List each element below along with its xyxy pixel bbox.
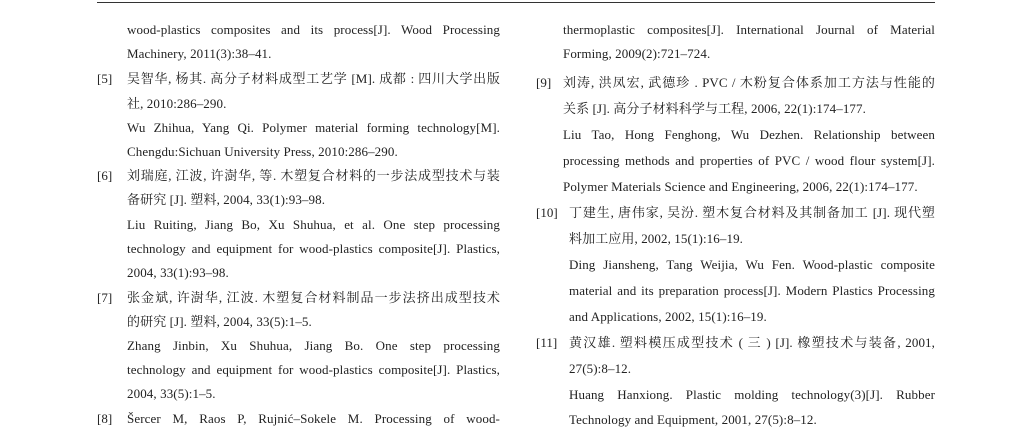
reference-line-en: Zhang Jinbin, Xu Shuhua, Jiang Bo. One step processing	[127, 338, 500, 353]
reference-line: Machinery, 2011(3):38–41.	[127, 46, 272, 61]
reference-line-zh: 黄汉雄. 塑料模压成型技术 ( 三 ) [J]. 橡塑技术与装备, 2001,	[569, 335, 935, 350]
reference-line: wood-plastics composites and its process[J]. Wood Processing	[127, 22, 500, 37]
reference-line-en: Liu Ruiting, Jiang Bo, Xu Shuhua, et al. One step processing	[127, 217, 500, 232]
reference-line-zh: 27(5):8–12.	[569, 361, 632, 376]
reference-line-zh: 丁建生, 唐伟家, 吴汾. 塑木复合材料及其制备加工 [J]. 现代塑	[569, 205, 935, 220]
reference-line-en: Huang Hanxiong. Plastic molding technology(3)[J]. Rubber	[569, 387, 935, 402]
reference-line-en: technology and equipment for wood-plastics composite[J]. Plastics,	[127, 241, 500, 256]
reference-line-en: Wu Zhihua, Yang Qi. Polymer material forming technology[M].	[127, 120, 500, 135]
reference-line-en: Liu Tao, Hong Fenghong, Wu Dezhen. Relationship between	[563, 127, 935, 142]
reference-line-en: Chengdu:Sichuan University Press, 2010:286–290.	[127, 144, 398, 159]
top-rule	[97, 2, 935, 3]
reference-line-zh: 张金斌, 许澍华, 江波. 木塑复合材料制品一步法挤出成型技术	[127, 290, 500, 305]
reference-line-zh: 料加工应用, 2002, 15(1):16–19.	[569, 231, 744, 246]
reference-line-en: Polymer Materials Science and Engineering, 2006, 22(1):174–177.	[563, 179, 918, 194]
reference-line-en: processing methods and properties of PVC / wood flour system[J].	[563, 153, 935, 168]
reference-line-en: 2004, 33(5):1–5.	[127, 386, 216, 401]
reference-line-en: and Applications, 2002, 15(1):16–19.	[569, 309, 767, 324]
reference-line-zh: 关系 [J]. 高分子材料科学与工程, 2006, 22(1):174–177.	[563, 101, 866, 116]
reference-line-en: Šercer M, Raos P, Rujnić–Sokele M. Processing of wood-	[127, 411, 500, 426]
reference-line-zh: 刘涛, 洪凤宏, 武德珍 . PVC / 木粉复合体系加工方法与性能的	[563, 75, 935, 90]
reference-line-en: technology and equipment for wood-plastics composite[J]. Plastics,	[127, 362, 500, 377]
reference-number: [10]	[536, 205, 558, 220]
reference-number: [11]	[536, 335, 558, 350]
reference-line-zh: 社, 2010:286–290.	[127, 96, 227, 111]
reference-line-en: material and its preparation process[J]. Modern Plastics Processing	[569, 283, 935, 298]
reference-number: [5]	[97, 71, 113, 86]
reference-number: [9]	[536, 75, 552, 90]
reference-line-zh: 备研究 [J]. 塑料, 2004, 33(1):93–98.	[127, 192, 326, 207]
reference-line-zh: 刘瑞庭, 江波, 许澍华, 等. 木塑复合材料的一步法成型技术与装	[127, 168, 500, 183]
reference-line-zh: 的研究 [J]. 塑料, 2004, 33(5):1–5.	[127, 314, 312, 329]
reference-number: [7]	[97, 290, 113, 305]
reference-line: Forming, 2009(2):721–724.	[563, 46, 711, 61]
reference-line-en: Technology and Equipment, 2001, 27(5):8–12.	[569, 412, 817, 427]
reference-number: [6]	[97, 168, 113, 183]
reference-line-en: 2004, 33(1):93–98.	[127, 265, 229, 280]
reference-number: [8]	[97, 411, 113, 426]
reference-line-zh: 吴智华, 杨其. 高分子材料成型工艺学 [M]. 成都 : 四川大学出版	[127, 71, 500, 86]
reference-line: thermoplastic composites[J]. International Journal of Material	[563, 22, 935, 37]
reference-line-en: Ding Jiansheng, Tang Weijia, Wu Fen. Wood-plastic composite	[569, 257, 935, 272]
